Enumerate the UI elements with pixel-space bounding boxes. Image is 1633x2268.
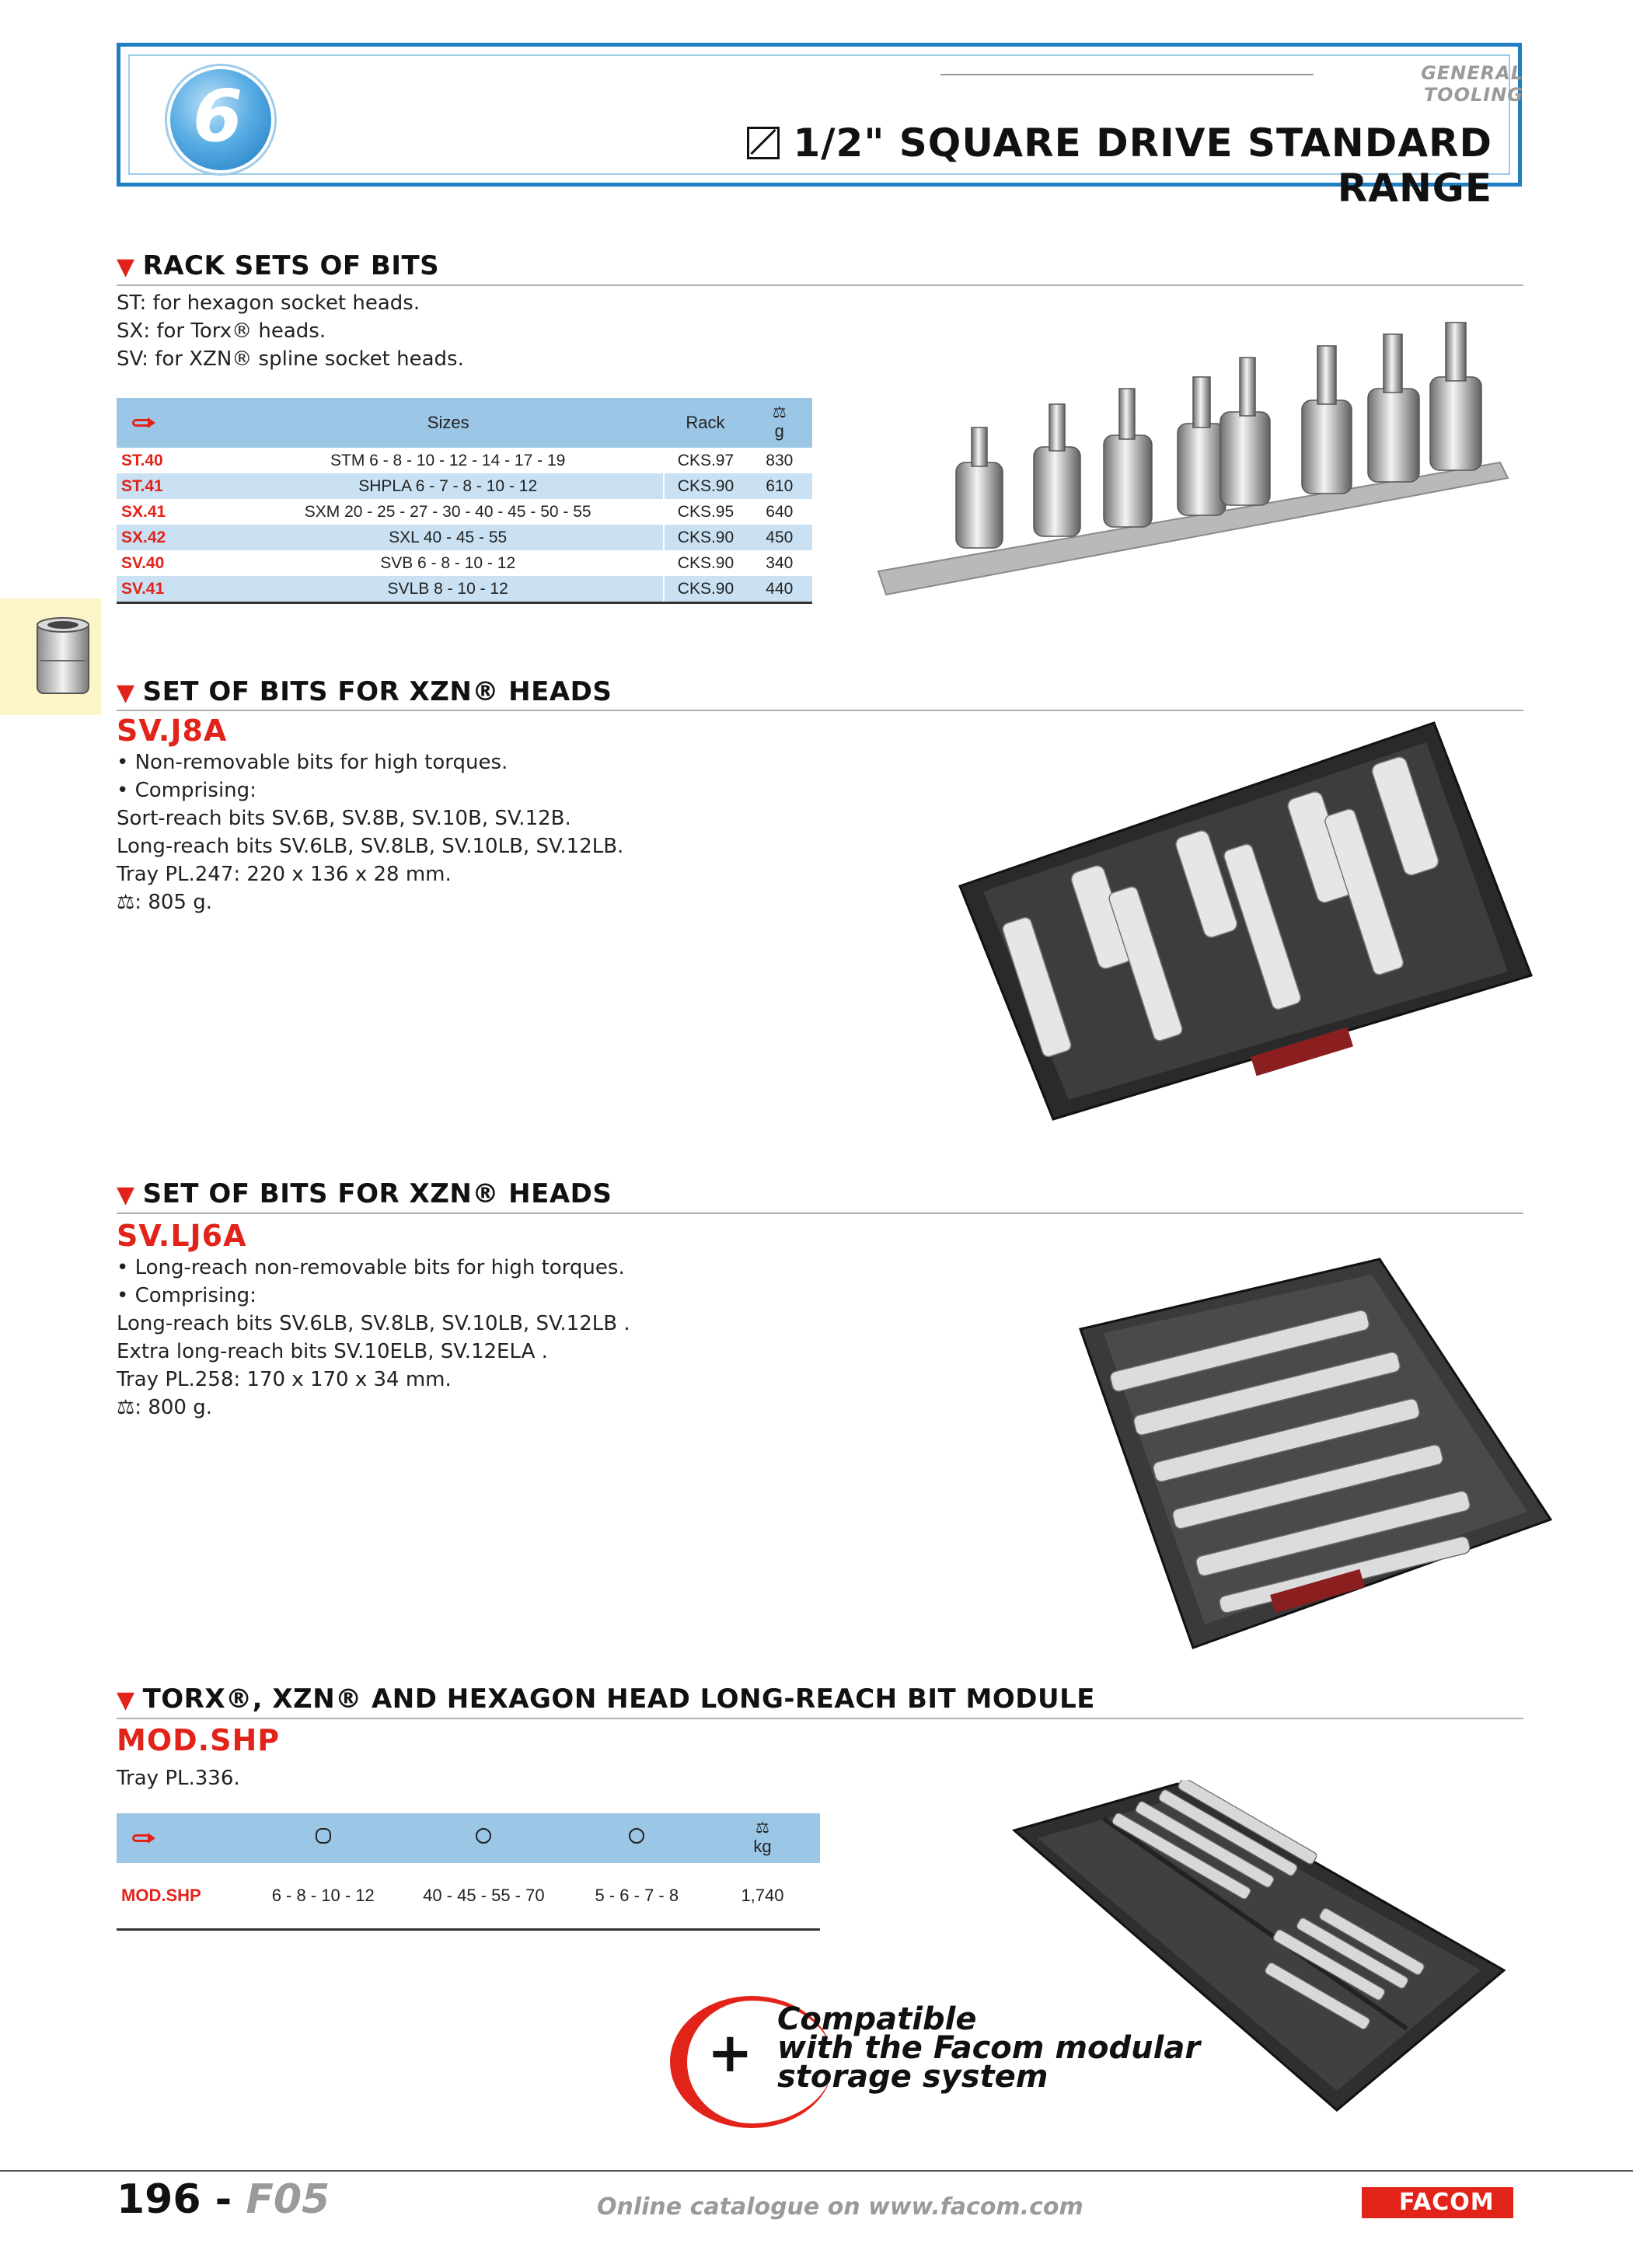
hexagon-icon xyxy=(629,1828,644,1844)
rack-sets-heading: ▼ RACK SETS OF BITS xyxy=(117,250,440,281)
sv-j8a-tray-photo xyxy=(952,719,1539,1123)
scale-icon: ⚖ xyxy=(755,1820,769,1837)
triangle-bullet-icon: ▼ xyxy=(117,1687,135,1714)
square-drive-icon xyxy=(747,127,780,159)
mod-shp-heading: ▼ TORX®, XZN® AND HEXAGON HEAD LONG-REACH BIT MODULE xyxy=(117,1684,1096,1715)
section-divider xyxy=(940,74,1314,75)
triangle-bullet-icon: ▼ xyxy=(117,1181,135,1209)
footer-rule xyxy=(0,2170,1633,2172)
hex-column-header xyxy=(569,1813,705,1863)
sv-j8a-heading: ▼ SET OF BITS FOR XZN® HEADS xyxy=(117,676,612,707)
ref-column-header xyxy=(117,398,232,448)
product-reference: SV.LJ6A xyxy=(117,1219,247,1253)
desc-line: Tray PL.247: 220 x 136 x 28 mm. xyxy=(117,863,452,886)
desc-line: Extra long-reach bits SV.10ELB, SV.12ELA . xyxy=(117,1340,548,1363)
desc-line: Tray PL.258: 170 x 170 x 34 mm. xyxy=(117,1368,452,1391)
triangle-bullet-icon: ▼ xyxy=(117,679,135,707)
scale-icon: ⚖ xyxy=(117,891,135,914)
scale-icon: ⚖ xyxy=(117,1396,135,1419)
xzn-icon xyxy=(476,1828,491,1844)
tray-reference: Tray PL.336. xyxy=(117,1767,240,1790)
desc-line: ⚖: 805 g. xyxy=(117,891,212,914)
table-row: SV.40 SVB 6 - 8 - 10 - 12 CKS.90 340 xyxy=(117,550,812,576)
sv-lj6a-description xyxy=(117,1254,630,1422)
section-rule xyxy=(117,1718,1523,1719)
table-row: MOD.SHP 6 - 8 - 10 - 12 40 - 45 - 55 - 70 5 - 6 - 7 - 8 1,740 xyxy=(117,1863,820,1930)
table-row: ST.41 SHPLA 6 - 7 - 8 - 10 - 12 CKS.90 610 xyxy=(117,473,812,499)
sv-lj6a-heading: ▼ SET OF BITS FOR XZN® HEADS xyxy=(117,1178,612,1209)
weight-column-header: ⚖ g xyxy=(747,398,812,448)
torx-icon xyxy=(316,1828,331,1844)
compatibility-note: Compatible with the Facom modular storage system xyxy=(777,2001,1201,2095)
table-row: ST.40 STM 6 - 8 - 10 - 12 - 14 - 17 - 19 CKS.97 830 xyxy=(117,448,812,473)
xzn-column-header xyxy=(399,1813,569,1863)
weight-column-header: ⚖ kg xyxy=(705,1813,820,1863)
desc-line: ST: for hexagon socket heads. xyxy=(117,291,420,315)
desc-line: Long-reach bits SV.6LB, SV.8LB, SV.10LB, SV.12LB . xyxy=(117,1312,630,1335)
section-rule xyxy=(117,284,1523,286)
rack-sets-table xyxy=(117,398,812,604)
reference-arrow-icon xyxy=(132,1833,155,1844)
sv-j8a-description xyxy=(117,748,623,916)
desc-line: • Comprising: xyxy=(117,779,256,802)
table-row: SX.41 SXM 20 - 25 - 27 - 30 - 40 - 45 - 50 - 55 CKS.95 640 xyxy=(117,499,812,525)
chapter-number: 6 xyxy=(192,75,243,158)
scale-icon: ⚖ xyxy=(772,404,787,421)
rack-bits-photo xyxy=(871,311,1516,606)
table-row: SV.41 SVLB 8 - 10 - 12 CKS.90 440 xyxy=(117,576,812,603)
table-row: SX.42 SXL 40 - 45 - 55 CKS.90 450 xyxy=(117,525,812,550)
facom-logo-text: FACOM xyxy=(1399,2189,1495,2216)
ref-column-header xyxy=(117,1813,247,1863)
desc-line: Sort-reach bits SV.6B, SV.8B, SV.10B, SV.12B. xyxy=(117,807,571,830)
page-title: 1/2" SQUARE DRIVE STANDARD RANGE xyxy=(793,120,1492,211)
section-label: GENERAL TOOLING xyxy=(1421,62,1523,106)
mod-shp-table xyxy=(117,1813,820,1931)
page-number: 196 - F05 xyxy=(117,2176,330,2223)
online-catalogue-link[interactable]: Online catalogue on www.facom.com xyxy=(597,2193,1083,2221)
desc-line: • Comprising: xyxy=(117,1284,256,1307)
page-title-row xyxy=(653,120,1492,211)
desc-line: SV: for XZN® spline socket heads. xyxy=(117,347,464,371)
desc-line: ⚖: 800 g. xyxy=(117,1396,212,1419)
product-reference: SV.J8A xyxy=(117,714,228,748)
desc-line: Long-reach bits SV.6LB, SV.8LB, SV.10LB, SV.12LB. xyxy=(117,835,624,858)
triangle-bullet-icon: ▼ xyxy=(117,253,135,281)
section-rule xyxy=(117,710,1523,711)
plus-icon: + xyxy=(707,2021,753,2085)
sizes-column-header: Sizes xyxy=(232,398,664,448)
reference-arrow-icon xyxy=(132,417,155,428)
desc-line: • Non-removable bits for high torques. xyxy=(117,751,508,774)
section-rule xyxy=(117,1213,1523,1214)
torx-column-header xyxy=(247,1813,399,1863)
desc-line: SX: for Torx® heads. xyxy=(117,319,326,343)
product-reference: MOD.SHP xyxy=(117,1723,281,1757)
sv-lj6a-tray-photo xyxy=(1076,1255,1558,1652)
desc-line: • Long-reach non-removable bits for high torques. xyxy=(117,1256,625,1279)
socket-icon xyxy=(33,614,93,700)
rack-sets-description xyxy=(117,289,464,373)
rack-column-header: Rack xyxy=(664,398,746,448)
